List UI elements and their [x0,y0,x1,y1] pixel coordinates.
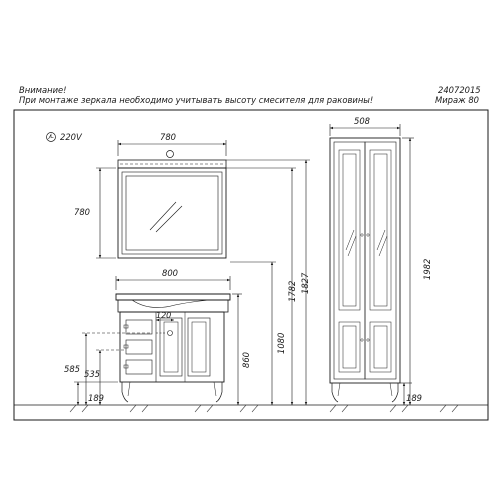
column-height-label: 1982 [422,258,432,280]
document-code: 24072015 [438,85,481,95]
leg-height-left-label: 189 [88,393,104,403]
drain-height-label-2: 535 [84,369,100,379]
vanity-cabinet [116,294,230,402]
model-name: Мираж 80 [435,95,479,105]
drain-offset-dimension [156,320,174,336]
mirror-top-alt-height-label: 1827 [300,272,310,294]
cabinet-height-label: 860 [241,352,251,368]
column-height-dimension [400,138,414,405]
drain-offset-label: 120 [156,311,172,320]
mirror-top-height-label: 1782 [287,280,297,302]
cabinet-width-label: 800 [162,268,178,278]
warning-text: При монтаже зеркала необходимо учитывать высоту смесителя для раковины! [19,95,374,105]
column-width-label: 508 [354,116,370,126]
mirror-width-label: 780 [160,132,176,142]
sink-top-height-dimension [230,262,276,405]
cabinet-width-dimension [116,276,230,290]
leg-height-right-label: 189 [406,393,422,403]
power-label: 220V [60,132,82,142]
warning-title: Внимание! [19,85,67,95]
sink-top-height-label: 1080 [276,332,286,354]
mirror-top-height-dimensions [226,160,310,405]
mirror-width-dimension [118,140,226,156]
mirror [118,151,226,259]
drain-height-label-1: 585 [64,364,80,374]
mirror-height-label: 780 [74,207,90,217]
tall-column-cabinet [330,138,400,402]
floor-line [14,405,488,412]
mirror-height-dimension [96,168,116,258]
cabinet-height-dimension [232,294,242,405]
power-outlet-icon [47,133,56,142]
